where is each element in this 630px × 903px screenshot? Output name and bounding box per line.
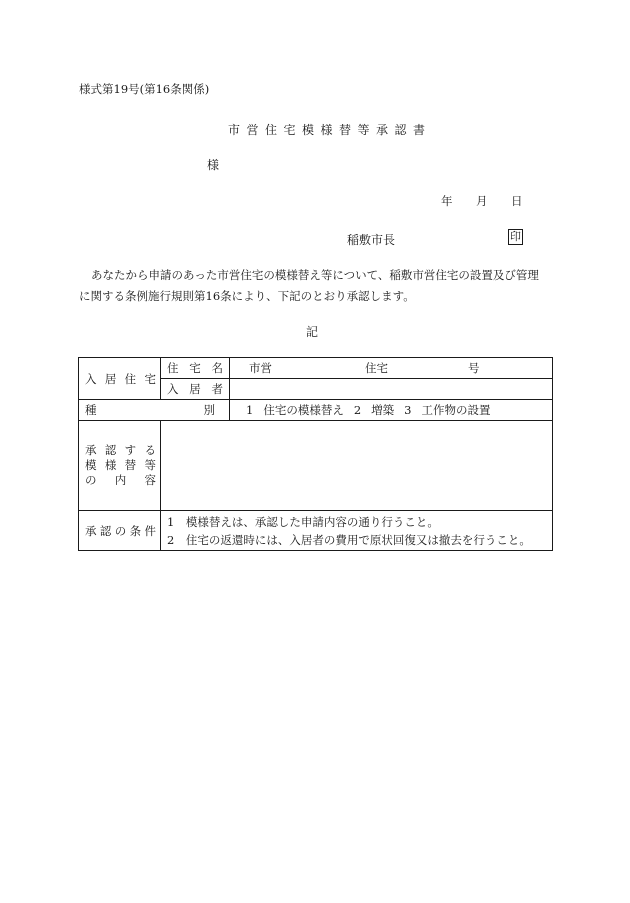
content-label-line-1: 承認する [85,443,156,457]
resident-label: 入居者 [161,379,230,400]
date-month-label: 月 [476,194,488,208]
option-1-text: 住宅の模様替え [263,403,344,417]
table-row-type [79,400,553,421]
date-year-label: 年 [441,194,453,208]
type-label: 種別 [79,400,230,421]
approval-table [78,357,553,551]
statement-line-2: に関する条例施行規則第16条により、下記のとおり承認します。 [79,289,415,303]
table-row-content [79,421,553,511]
house-name-mid: 住宅 [365,361,388,375]
option-2-text: 増築 [371,403,395,417]
seal-mark: 印 [510,230,521,243]
approved-content-field[interactable] [161,421,553,511]
option-3-text: 工作物の設置 [421,403,491,417]
resident-field[interactable] [230,379,553,400]
addressee-honorific: 様 [207,158,220,172]
date-day-label: 日 [511,194,523,208]
content-label-line-3: の内容 [85,473,156,487]
table-row-conditions [79,511,553,551]
ki-heading: 記 [306,325,319,339]
house-name-prefix: 市営 [249,361,272,375]
approved-content-label [79,421,161,511]
house-number-suffix: 号 [468,361,480,375]
issuer-name: 稲敷市長 [347,233,396,247]
option-2-number: 2 [353,403,362,417]
option-1-number: 1 [246,403,254,417]
approval-statement [79,265,549,307]
statement-line-1: あなたから申請のあった市営住宅の模様替え等について、稲敷市営住宅の設置及び管理 [91,268,539,282]
conditions-label: 承認の条件 [79,511,161,551]
conditions-text [161,511,553,551]
form-number: 様式第19号(第16条関係) [79,82,210,96]
type-options[interactable] [230,400,553,421]
condition-1: 1 模様替えは、承認した申請内容の通り行うこと。 [167,514,439,529]
document-title: 市営住宅模様替等承認書 [228,123,432,137]
option-3-number: 3 [404,403,412,417]
house-name-field[interactable] [230,358,553,379]
condition-2: 2 住宅の返還時には、入居者の費用で原状回復又は撤去を行うこと。 [167,532,531,547]
house-name-label: 住宅名 [161,358,230,379]
table-row-house-name [79,358,553,379]
content-label-line-2: 模様替等 [85,458,156,472]
occupant-house-label: 入居住宅 [79,358,161,400]
